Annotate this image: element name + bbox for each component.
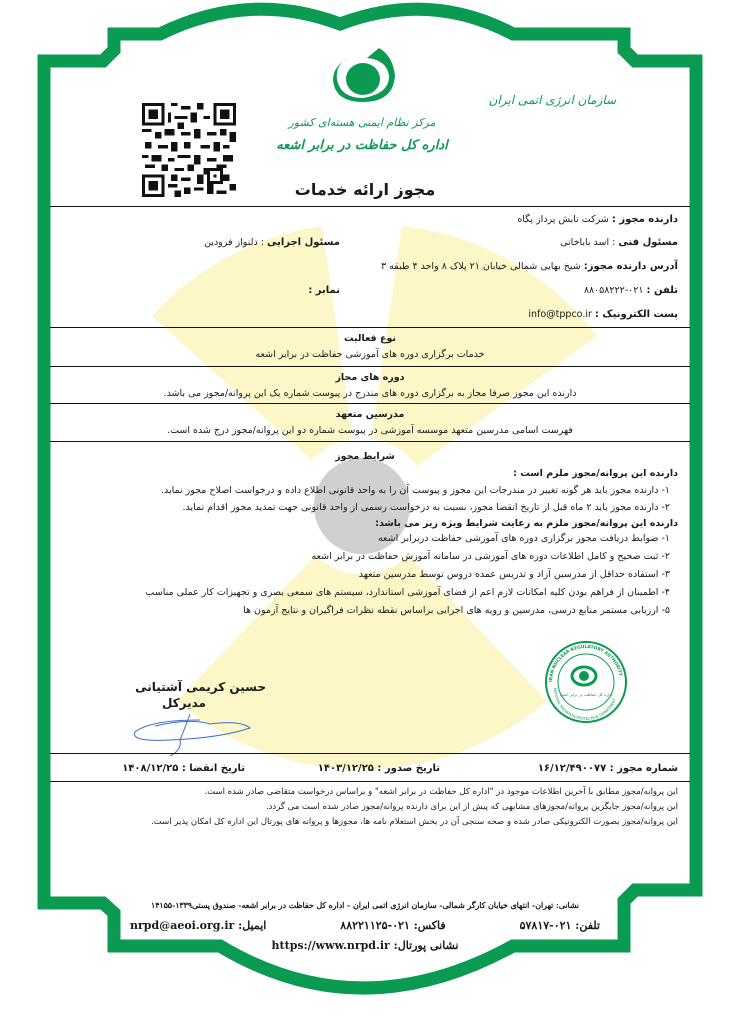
signatory-position: مدیرکل [161,696,206,710]
official-seal [544,640,628,724]
executive-manager-label: مسئول اجرایی [266,237,340,248]
section-body: دارنده این مجوز صرفا مجاز به برگزاری دوره های مندرج در پیوست شماره یک این پروانه/مجوز می باشد. [163,388,577,399]
expiry-date-value: ۱۴۰۸/۱۲/۲۵ [122,763,179,774]
footer-email-value[interactable]: nrpd@aeoi.org.ir [130,919,235,932]
seal-text-center: اداره کل حفاظت در برابر اشعه [559,692,613,697]
address-label: آدرس دارنده مجوز: [583,261,678,272]
holder-row [517,214,678,225]
section-body: خدمات برگزاری دوره های آموزشی حفاظت در برابر اشعه [255,349,485,360]
signatory-name: حسین کریمی آشتیانی [135,680,266,694]
expiry-date [122,763,245,774]
conditions-title: شرایط مجوز [335,451,395,462]
notes-block [38,788,678,833]
issue-date-label: تاریخ صدور : [377,763,440,774]
executive-manager-value: : دلنواز فرودین [204,237,264,248]
conditions-block [38,468,678,624]
technical-manager-label: مسئول فنی [618,237,678,248]
special-condition-item: ۴- اطمینان از فراهم بودن کلیه امکانات لازم اعم از فضای آموزشی استاندارد، سیستم های سمعی بصری و تجهیزات کار عملی مناسب [145,587,670,598]
section-activity-type [50,333,690,360]
general-condition-item: ۱- دارنده مجوز باید هر گونه تغییر در مندرجات این مجوز و پیوست آن را به واحد قانونی اطلاع داده و درخواست اصلاح مجوز نماید. [160,485,670,496]
section-committed-instructors [50,409,690,436]
special-condition-item: ۵- ارزیابی مستمر منابع درسی، مدرسین و رویه های اجرایی براساس نقطه نظرات فراگیران و نتایج آزمون ها [243,605,670,616]
divider [50,366,690,367]
license-number-value: ۱۶/۱۲/۴۹۰۰۷۷ [537,763,607,774]
divider [50,781,690,782]
section-body: فهرست اسامی مدرسین متعهد موسسه آموزشی در پیوست شماره دو این پروانه/مجوز درج شده است. [167,425,573,436]
email-row [528,309,678,320]
document-title: مجوز ارائه خدمات [294,180,436,199]
footer-phone-label: تلفن: [575,919,600,932]
expiry-date-label: تاریخ انقضا : [181,763,245,774]
special-conditions-heading: دارنده این پروانه/مجوز ملزم به رعایت شرایط ویژه زیر می باشد: [375,518,678,529]
license-number-label: شماره مجوز : [609,763,678,774]
note-item: این پروانه/مجوز جایگزین پروانه/مجوزهای مشابهی که پیش از این برای دارنده پروانه/مجوز صادر شده است می گردد. [265,802,678,812]
fax-label: نمابر : [308,285,340,296]
section-title: نوع فعالیت [344,333,396,344]
issue-date [318,763,440,774]
section-title: مدرسین متعهد [335,409,405,420]
general-conditions-heading: دارنده این پروانه/مجوز ملزم است : [513,468,678,479]
nrpd-emblem-icon [327,46,399,104]
divider [50,206,690,207]
divider [50,403,690,404]
section-authorized-courses [50,372,690,399]
technical-row [560,237,678,248]
note-item: این پروانه/مجوز مطابق با آخرین اطلاعات موجود در "اداره کل حفاظت در برابر اشعه" و براساس درخواست متقاضی صادر شده است. [204,787,678,797]
special-condition-item: ۲- ثبت صحیح و کامل اطلاعات دوره های آموزشی در سامانه آموزش حفاظت در برابر اشعه [311,551,670,562]
center-name-line1: مرکز نظام ایمنی هسته‌ای کشور [288,116,436,129]
footer-email-label: ایمیل: [238,919,267,932]
license-number [538,763,678,774]
holder-value: شرکت تابش پرداز پگاه [517,214,609,225]
footer-fax-value: ۰۲۱-۸۸۲۲۱۱۲۵ [340,919,410,932]
seal-text-top: IRAN NUCLEAR REGULATORY AUTHORITY [548,644,623,683]
footer-fax-label: فاکس: [413,919,446,932]
email-value: info@tppco.ir [528,309,592,320]
executive-row [204,237,340,248]
footer-phone-value: ۰۲۱-۵۷۸۱۷ [519,919,572,932]
footer-portal-label: نشانی پورتال: [393,939,459,952]
address-row [381,261,678,272]
seal-text-bottom: NATIONAL RADIATION PROTECTION DEPARTMENT [552,687,617,722]
center-name-line2: اداره کل حفاظت در برابر اشعه [276,138,448,153]
phone-value: ۰۲۱-۸۸۰۵۸۲۲۲ [583,285,644,296]
email-label: پست الکترونیک : [594,309,678,320]
footer-portal [230,939,500,952]
divider [50,327,690,328]
general-condition-item: ۲- دارنده مجوز باید ۲ ماه قبل از تاریخ انقضا مجوز، نسبت به درخواست رسمی از واحد قانونی جهت تمدید مجوز اقدام نماید. [182,502,670,513]
special-condition-item: ۱- ضوابط دریافت مجوز برگزاری دوره های آموزشی حفاظت دربرابر اشعه [377,533,670,544]
footer-address: نشانی: تهران- انتهای خیابان کارگر شمالی- سازمان انرژی اتمی ایران - اداره کل حفاظت در برابر اشعه- صندوق پستی۱۳۳۹-۱۴۱۵۵ [151,901,579,910]
footer-email [130,919,266,932]
signature-block [96,680,266,710]
footer-fax [340,919,445,932]
phone-row [584,285,678,296]
org-name: سازمان انرژی اتمی ایران [488,93,616,107]
footer-portal-link[interactable]: https://www.nrpd.ir [271,939,390,952]
divider [50,441,690,442]
qr-code-icon [142,103,236,197]
phone-label: تلفن : [646,285,678,296]
special-condition-item: ۳- استفاده حداقل از مدرسین آزاد و تدریس عمده دروس توسط مدرسین متعهد [358,569,670,580]
address-value: شیخ بهایی شمالی خیابان ۲۱ پلاک ۸ واحد ۴ طبقه ۳ [380,261,581,272]
fax-row [308,285,340,296]
holder-label: دارنده مجوز : [611,214,678,225]
issue-date-value: ۱۴۰۳/۱۲/۲۵ [317,763,374,774]
note-item: این پروانه/مجوز بصورت الکترونیکی صادر شده و صحه سنجی آن در بخش استعلام نامه ها، مجوزها و پروانه های پورتال این اداره کل امکان پذیر است. [151,817,678,827]
footer-contact-row [130,919,600,932]
technical-manager-value: : اسد باباخانی [560,237,616,248]
footer-phone [520,919,600,932]
handwritten-signature [110,712,260,758]
section-title: دوره های مجاز [335,372,405,383]
divider [50,753,690,754]
